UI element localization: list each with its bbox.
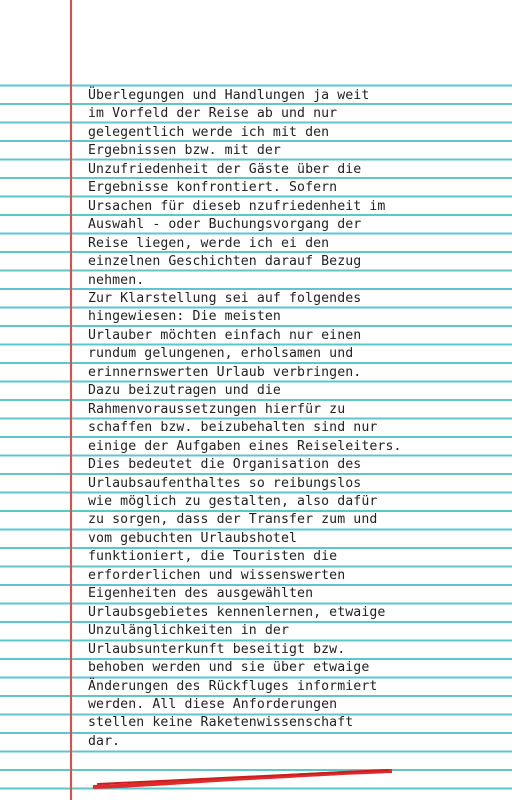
text-line: hingewiesen: Die meisten xyxy=(88,309,281,325)
text-line: Urlaubsgebietes kennenlernen, etwaige xyxy=(88,604,386,620)
margin-line xyxy=(70,0,72,800)
handwritten-text xyxy=(88,87,460,751)
text-line: Unzufriedenheit der Gäste über die xyxy=(88,161,362,177)
text-line: gelegentlich werde ich mit den xyxy=(88,124,330,140)
text-line: vom gebuchten Urlaubshotel xyxy=(88,530,298,546)
text-line: wie möglich zu gestalten, also dafür xyxy=(88,493,378,509)
text-line: dar. xyxy=(88,733,121,749)
text-line: Ergebnisse konfrontiert. Sofern xyxy=(88,180,338,196)
text-line: rundum gelungenen, erholsamen und xyxy=(88,346,354,362)
text-line: einzelnen Geschichten darauf Bezug xyxy=(88,254,362,270)
text-line: schaffen bzw. beizubehalten sind nur xyxy=(88,420,378,436)
text-line: Urlaubsaufenthaltes so reibungslos xyxy=(88,475,362,491)
text-line: Unzulänglichkeiten in der xyxy=(88,623,289,639)
text-line: Überlegungen und Handlungen ja weit xyxy=(88,88,370,103)
red-underline-stroke xyxy=(90,764,396,790)
text-line: Urlaubsunterkunft beseitigt bzw. xyxy=(88,641,346,657)
text-line: nehmen. xyxy=(88,272,145,288)
text-line: funktioniert, die Touristen die xyxy=(88,549,338,565)
text-line: einige der Aufgaben eines Reiseleiters. xyxy=(88,438,402,454)
text-line: Eigenheiten des ausgewählten xyxy=(88,586,314,602)
text-line: Dies bedeutet die Organisation des xyxy=(88,457,362,473)
text-line: Rahmenvoraussetzungen hierfür zu xyxy=(88,401,346,417)
text-line: erinnernswerten Urlaub verbringen. xyxy=(88,364,362,380)
text-line: Urlauber möchten einfach nur einen xyxy=(88,327,362,343)
text-line: werden. All diese Anforderungen xyxy=(88,696,338,712)
text-line: Zur Klarstellung sei auf folgendes xyxy=(88,290,362,306)
text-line: Änderungen des Rückfluges informiert xyxy=(88,678,378,694)
text-line: zu sorgen, dass der Transfer zum und xyxy=(88,512,378,528)
text-line: Ergebnissen bzw. mit der xyxy=(88,143,281,159)
text-line: Dazu beizutragen und die xyxy=(88,383,281,399)
text-line: stellen keine Raketenwissenschaft xyxy=(88,715,354,731)
text-line: erforderlichen und wissenswerten xyxy=(88,567,346,583)
text-line: behoben werden und sie über etwaige xyxy=(88,660,370,676)
text-line: Ursachen für dieseb nzufriedenheit im xyxy=(88,198,386,214)
text-line: Auswahl - oder Buchungsvorgang der xyxy=(88,217,362,233)
text-line: im Vorfeld der Reise ab und nur xyxy=(88,106,338,122)
text-line: Reise liegen, werde ich ei den xyxy=(88,235,330,251)
